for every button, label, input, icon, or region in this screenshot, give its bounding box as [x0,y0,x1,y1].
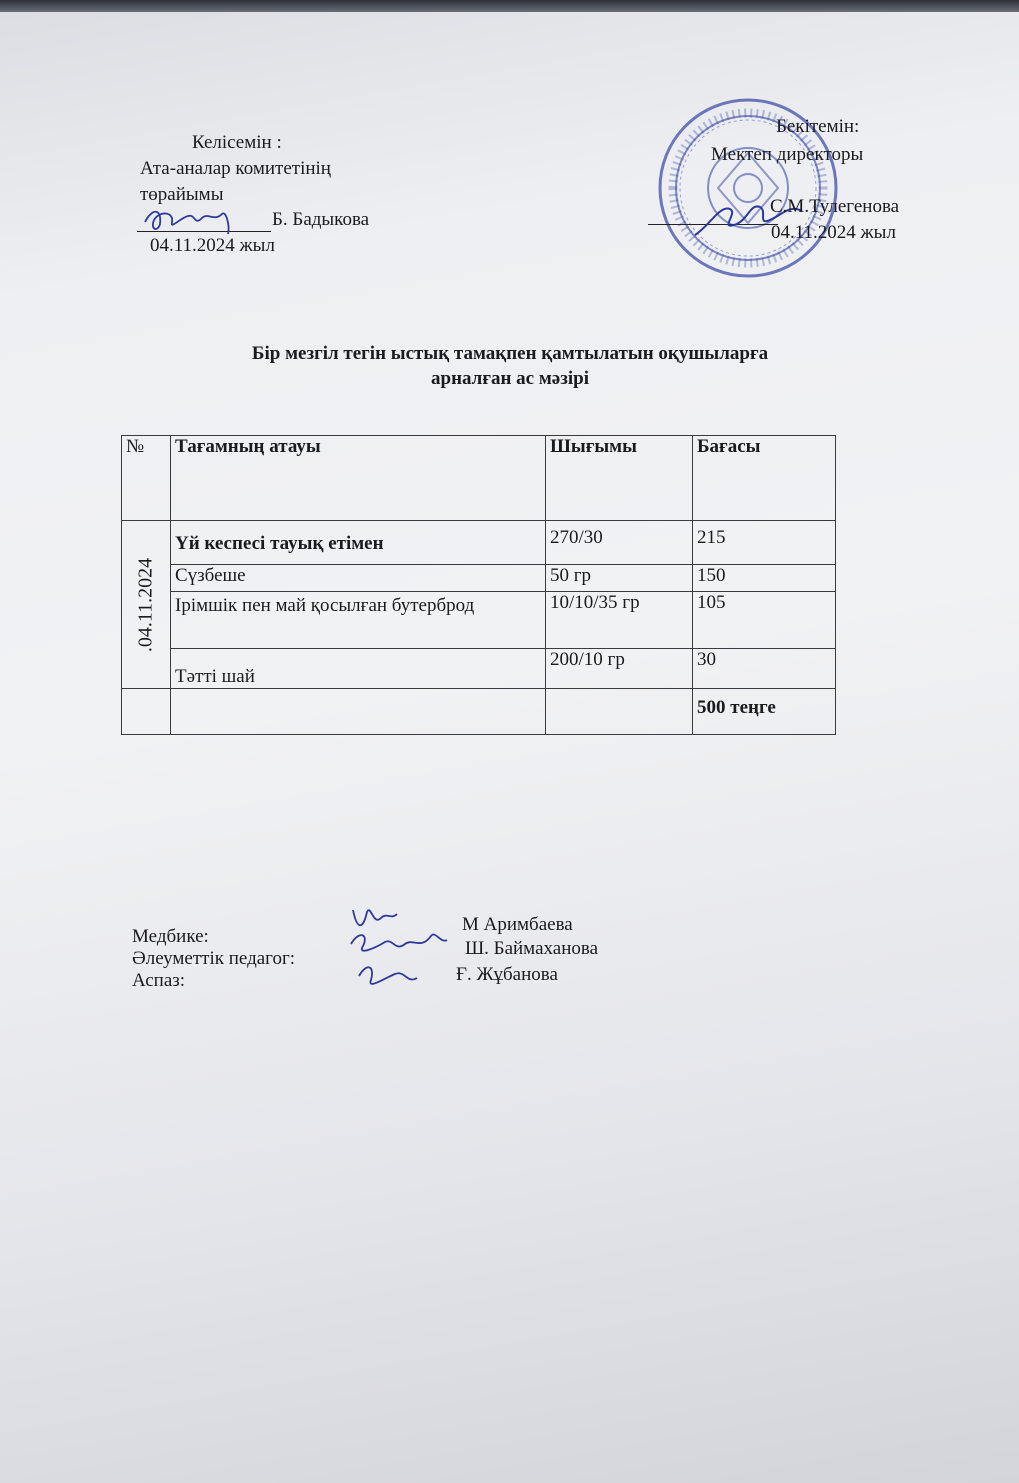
table-total-row [122,689,836,735]
dish-price: 215 [693,521,836,565]
signature-role-social-pedagogue: Әлеуметтік педагог: [132,948,296,969]
header-dish-name: Тағамның атауы [171,436,546,521]
dish-name: Үй кеспесі тауық етімен [171,521,546,565]
signature-name-nurse: М Аримбаева [462,914,573,935]
signature-name-cook: Ғ. Жұбанова [456,964,558,985]
table-row [122,565,836,592]
dish-portion: 50 гр [546,565,693,592]
approval-right-name: С.М.Тулегенова [770,196,900,217]
approval-right-date: 04.11.2024 жыл [771,222,896,243]
staff-signatures [345,900,455,1000]
signature-name-social-pedagogue: Ш. Баймаханова [465,938,599,959]
dish-portion: 270/30 [546,521,693,565]
total-empty-cell [546,689,693,735]
approval-left-role-line1: Ата-аналар комитетінің [140,158,331,179]
approval-right-role: Мектеп директоры [711,144,864,165]
menu-table [121,435,836,735]
menu-title-line2: арналған ас мәзірі [431,368,589,389]
dish-portion: 200/10 гр [546,649,693,689]
photo-edge [0,0,1019,12]
menu-title-line1: Бір мезгіл тегін ыстық тамақпен қамтылатын оқушыларға [251,343,769,364]
table-header-row [122,436,836,521]
approval-left-signature [140,200,240,240]
dish-name: Тәтті шай [171,649,546,689]
date-label: .04.11.2024 [134,557,157,652]
date-cell [122,521,171,689]
approval-left-date: 04.11.2024 жыл [150,235,275,256]
table-row [122,649,836,689]
approval-left-name: Б. Бадыкова [272,209,370,230]
header-portion: Шығымы [546,436,693,521]
dish-name: Сүзбеше [171,565,546,592]
header-price: Бағасы [693,436,836,521]
table-row [122,521,836,565]
total-price: 500 теңге [693,689,836,735]
table-row [122,592,836,649]
signature-role-cook: Аспаз: [132,970,186,991]
dish-name: Ірімшік пен май қосылған бутерброд [171,592,546,649]
approval-left-label: Келісемін : [192,132,282,153]
dish-price: 30 [693,649,836,689]
approval-left-role-line2: төрайымы [140,184,224,205]
total-empty-cell [122,689,171,735]
total-empty-cell [171,689,546,735]
signature-role-nurse: Медбике: [132,926,209,947]
dish-price: 150 [693,565,836,592]
document-page [0,12,1019,1483]
dish-price: 105 [693,592,836,649]
header-number: № [122,436,171,521]
dish-portion: 10/10/35 гр [546,592,693,649]
approval-right-label: Бекітемін: [776,116,860,137]
